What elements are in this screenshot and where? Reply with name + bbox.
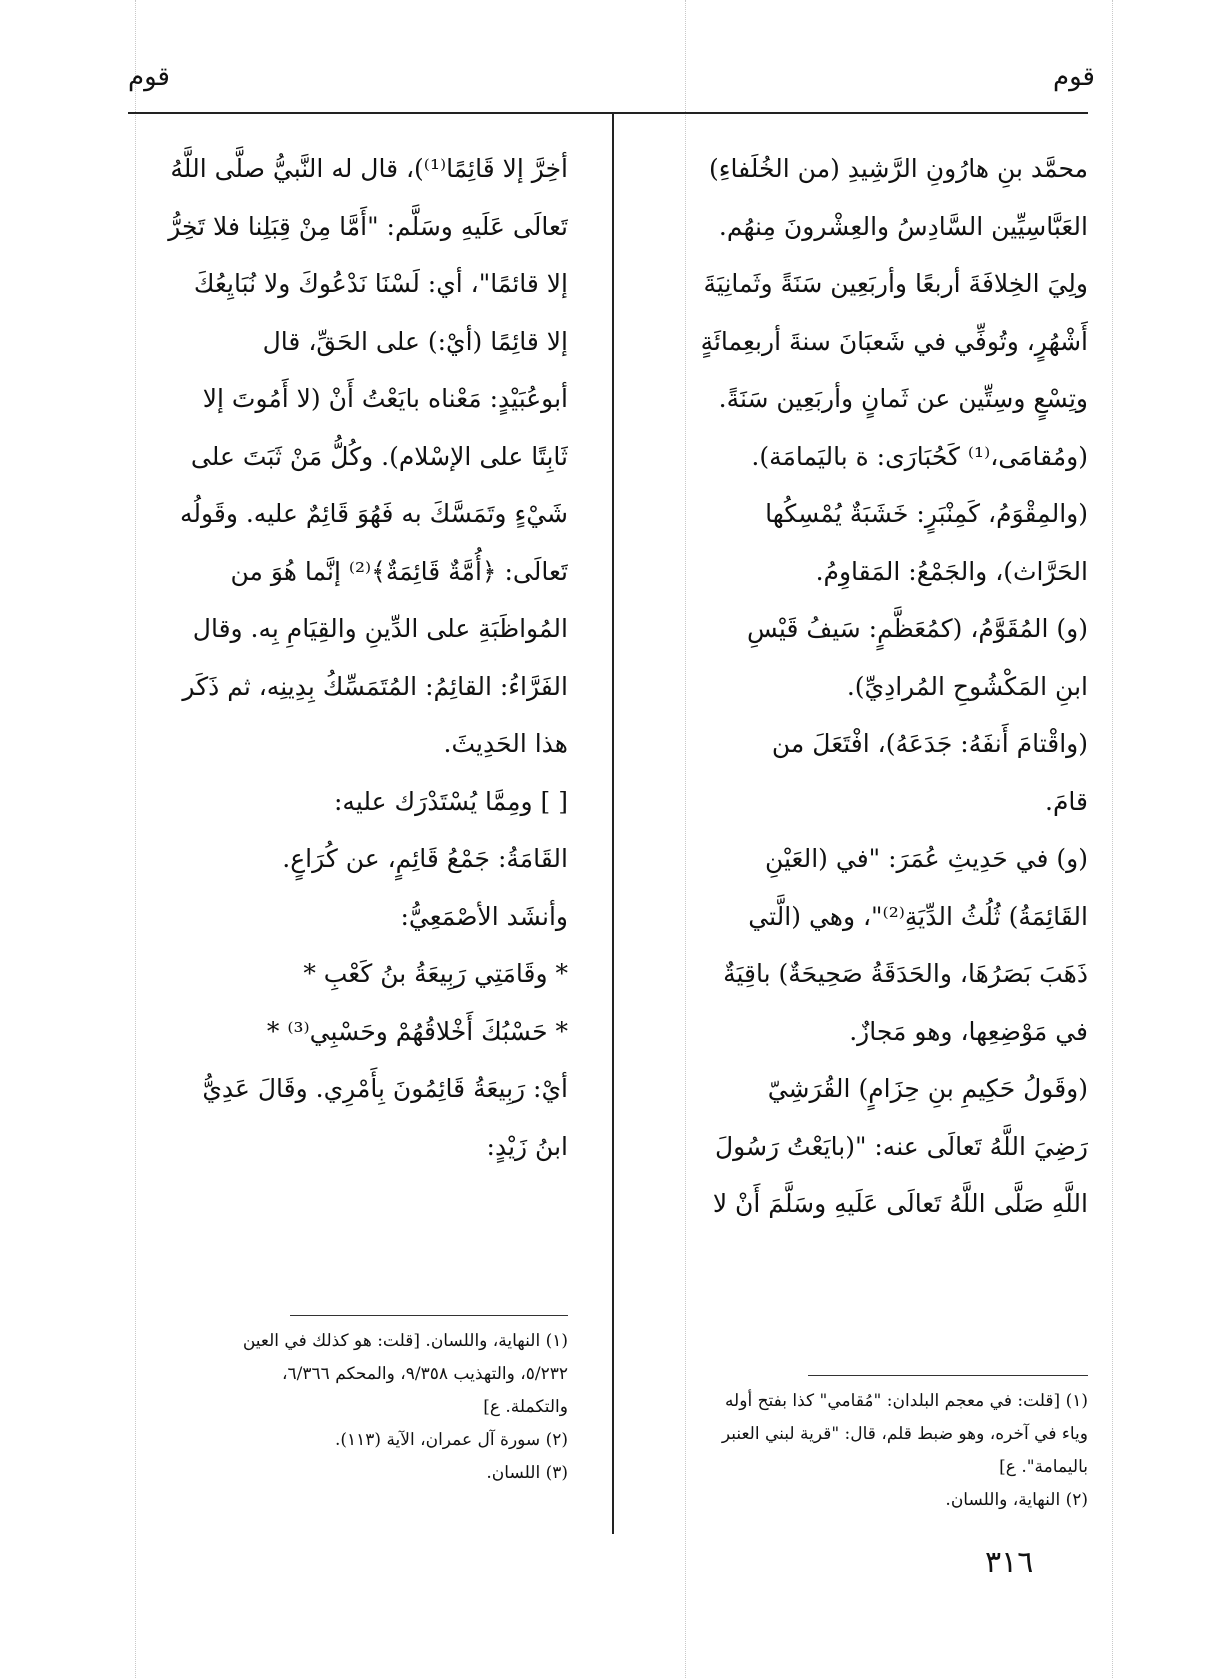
scan-guide-line — [1112, 0, 1113, 1678]
text-line: الحَرَّاث)، والجَمْعُ: المَقاوِمُ. — [815, 556, 1088, 586]
text-line: (واقْتامَ أَنفَهُ: جَدَعَهُ)، افْتَعَلَ من — [771, 729, 1088, 758]
text-line: أخِرَّ إلا قَائِمًا⁽¹⁾)، قال له النَّبيُّ صلَّى اللَّهُ — [170, 154, 568, 183]
text-line: قامَ. — [1045, 786, 1088, 816]
footnote-line: (٢) النهاية، واللسان. — [945, 1490, 1088, 1510]
footnote-line: والتكملة. ع] — [483, 1397, 568, 1417]
text-line: ولِيَ الخِلافَةَ أربعًا وأربَعِين سَنَةً وثَمانِيَةَ — [703, 269, 1088, 298]
text-line: تَعالَى عَلَيهِ وسَلَّم: "أَمَّا مِنْ قِبَلِنا فلا تَخِرُّ — [168, 211, 568, 241]
text-line: أيْ: رَبِيعَةُ قَائِمُونَ بِأَمْرِي. وقَالَ عَدِيُّ — [202, 1074, 568, 1103]
text-line: ذَهَبَ بَصَرُهَا، والحَدَقَةُ صَحِيحَةٌ) باقِيَةٌ — [723, 959, 1088, 988]
footnote-line: (١) النهاية، واللسان. [قلت: هو كذلك في العين — [242, 1331, 568, 1351]
text-line: (ومُقامَى،⁽¹⁾ كَحُبَارَى: ة باليَمامَة). — [751, 441, 1088, 471]
text-line: محمَّد بنِ هارُونِ الرَّشِيدِ (من الخُلَفاءِ) — [708, 154, 1088, 183]
text-line: المُواظَبَةِ على الدِّينِ والقِيَامِ بِه. وقال — [192, 614, 568, 643]
left-text-column — [128, 140, 568, 1175]
text-line: تَعالَى: ﴿أُمَّةٌ قَائِمَةٌ﴾⁽²⁾ إنَّما هُوَ من — [230, 556, 568, 586]
text-line: وأنشَد الأصْمَعِيُّ: — [400, 901, 568, 931]
text-line: إلا قائمًا"، أي: لَسْنَا نَدْعُوكَ ولا نُبَايِعُكَ — [193, 269, 568, 298]
footnote-line: وياء في آخره، وهو ضبط قلم، قال: "قرية لبني العنبر — [721, 1424, 1088, 1444]
text-line: أَشْهُرٍ، وتُوفِّي في شَعبَانَ سنةَ أربعِمائَةٍ — [700, 326, 1088, 356]
column-divider — [612, 114, 614, 1534]
text-line: [ ] ومِمَّا يُسْتَدْرَك عليه: — [334, 786, 568, 816]
footnote-line: (١) [قلت: في معجم البلدان: "مُقامي" كذا بفتح أوله — [724, 1391, 1088, 1411]
text-line: أبوعُبَيْدٍ: مَعْناه بايَعْتُ أَنْ (لا أَمُوتَ إلا — [202, 384, 568, 413]
footnote-line: (٢) سورة آل عمران، الآية (١١٣). — [334, 1430, 568, 1450]
text-line: (و) في حَدِيثِ عُمَرَ: "في (العَيْنِ — [764, 844, 1088, 873]
footnote-rule-right — [808, 1375, 1088, 1376]
running-header-right: قوم — [1053, 62, 1095, 92]
text-line: اللَّهِ صَلَّى اللَّهُ تَعالَى عَلَيهِ وسَلَّمَ أَنْ لا — [712, 1189, 1088, 1218]
footnote-line: ٥/٢٣٢، والتهذيب ٩/٣٥٨، والمحكم ٦/٣٦٦، — [282, 1364, 568, 1384]
text-line: في مَوْضِعِها، وهو مَجازٌ. — [849, 1016, 1088, 1046]
footnote-line: (٣) اللسان. — [486, 1463, 568, 1483]
page-number: ٣١٦ — [985, 1545, 1034, 1580]
footnotes-right — [650, 1385, 1088, 1517]
text-line: القَائِمَةُ) ثُلُثُ الدِّيَةِ⁽²⁾"، وهي (الَّتي — [748, 901, 1088, 931]
running-header-left: قوم — [128, 62, 170, 92]
text-line: ثَابِتًا على الإسْلام). وكُلُّ مَنْ ثَبَتَ على — [190, 441, 568, 471]
verse-line: * وقَامَتِي رَبِيعَةُ بنُ كَعْبِ * — [303, 959, 568, 988]
text-line: الفَرَّاءُ: القائِمُ: المُتَمَسِّكُ بِدِينِه، ثم ذَكَر — [182, 671, 568, 701]
text-line: هذا الحَدِيثَ. — [443, 729, 568, 758]
header-rule — [128, 112, 1088, 114]
text-line: (وقَولُ حَكِيمِ بنِ حِزَامٍ) القُرَشِيّ — [767, 1074, 1088, 1103]
footnote-rule-left — [290, 1315, 568, 1316]
text-line: ابنُ زَيْدٍ: — [486, 1131, 568, 1161]
right-text-column — [650, 140, 1088, 1233]
verse-line: * حَسْبُكَ أَخْلاقُهُمْ وحَسْبِي⁽³⁾ * — [266, 1016, 568, 1046]
text-line: شَيْءٍ وتَمَسَّكَ به فَهُوَ قَائِمٌ عليه. وقَولُه — [179, 499, 568, 528]
text-line: ابنِ المَكْشُوحِ المُرادِيِّ). — [846, 671, 1088, 701]
text-line: العَبَّاسِيِّين السَّادِسُ والعِشْرونَ مِنهُم. — [718, 211, 1088, 241]
footnote-line: باليمامة". ع] — [999, 1457, 1088, 1477]
text-line: (والمِقْوَمُ، كَمِنْبَرٍ: خَشَبَةٌ يُمْسِكُها — [765, 499, 1088, 528]
text-line: (و) المُقَوَّمُ، (كمُعَظَّمٍ: سَيفُ قَيْسِ — [747, 614, 1088, 643]
text-line: رَضِيَ اللَّهُ تَعالَى عنه: "(بايَعْتُ رَسُولَ — [715, 1131, 1088, 1161]
text-line: وتِسْعٍ وسِتِّين عن ثَمانٍ وأربَعِين سَنَةً. — [718, 384, 1088, 413]
footnotes-left — [128, 1325, 568, 1490]
text-line: إلا قائِمًا (أيْ:) على الحَقِّ، قال — [262, 326, 568, 356]
text-line: القَامَةُ: جَمْعُ قَائِمٍ، عن كُرَاعٍ. — [282, 844, 568, 873]
